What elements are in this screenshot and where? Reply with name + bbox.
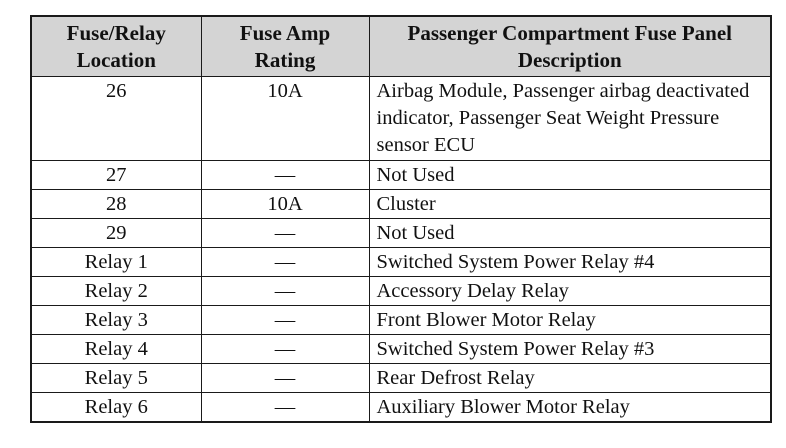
table-body [31, 77, 771, 423]
table-row [31, 77, 771, 161]
cell-amp-rating: — [201, 248, 369, 277]
cell-location: 26 [31, 77, 201, 161]
cell-amp-rating: — [201, 219, 369, 248]
cell-location: Relay 1 [31, 248, 201, 277]
table-row [31, 393, 771, 423]
cell-amp-rating: 10A [201, 190, 369, 219]
cell-location: 29 [31, 219, 201, 248]
cell-description: Front Blower Motor Relay [369, 306, 771, 335]
cell-amp-rating: 10A [201, 77, 369, 161]
fuse-relay-table [30, 15, 772, 423]
header-location: Fuse/Relay Location [31, 16, 201, 77]
cell-amp-rating: — [201, 364, 369, 393]
table-row [31, 277, 771, 306]
cell-location: Relay 6 [31, 393, 201, 423]
cell-description: Rear Defrost Relay [369, 364, 771, 393]
cell-location: 28 [31, 190, 201, 219]
cell-description: Switched System Power Relay #4 [369, 248, 771, 277]
table-header [31, 16, 771, 77]
header-row [31, 16, 771, 77]
cell-description: Not Used [369, 219, 771, 248]
cell-description: Auxiliary Blower Motor Relay [369, 393, 771, 423]
table-row [31, 364, 771, 393]
cell-description: Switched System Power Relay #3 [369, 335, 771, 364]
cell-description: Cluster [369, 190, 771, 219]
cell-amp-rating: — [201, 277, 369, 306]
cell-location: Relay 3 [31, 306, 201, 335]
cell-description: Airbag Module, Passenger airbag deactivated indicator, Passenger Seat Weight Pressure sensor ECU [369, 77, 771, 161]
table-row [31, 335, 771, 364]
cell-description: Accessory Delay Relay [369, 277, 771, 306]
cell-amp-rating: — [201, 161, 369, 190]
table-row [31, 190, 771, 219]
cell-amp-rating: — [201, 306, 369, 335]
table-row [31, 219, 771, 248]
table-row [31, 248, 771, 277]
cell-location: 27 [31, 161, 201, 190]
header-amp-rating: Fuse Amp Rating [201, 16, 369, 77]
cell-description: Not Used [369, 161, 771, 190]
cell-location: Relay 4 [31, 335, 201, 364]
header-description: Passenger Compartment Fuse Panel Description [369, 16, 771, 77]
table-row [31, 161, 771, 190]
table-row [31, 306, 771, 335]
cell-location: Relay 5 [31, 364, 201, 393]
cell-amp-rating: — [201, 393, 369, 423]
cell-location: Relay 2 [31, 277, 201, 306]
cell-amp-rating: — [201, 335, 369, 364]
